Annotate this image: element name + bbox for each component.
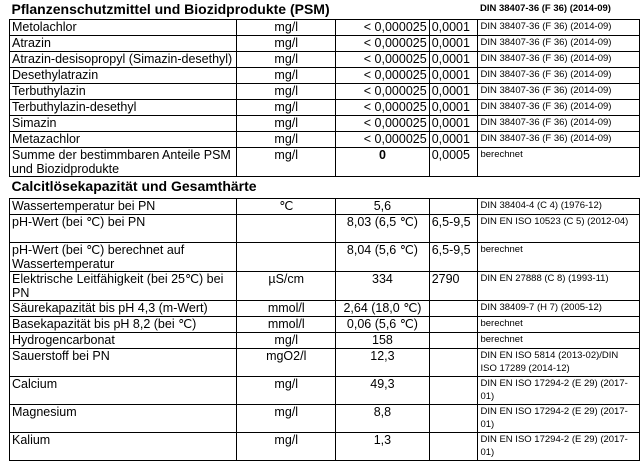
method-cell: DIN EN ISO 17294-2 (E 29) (2017-01) [478,376,640,404]
unit-cell: mg/l [237,432,336,460]
value-cell: 2,64 (18,0 ℃) [336,300,430,316]
method-cell: DIN EN ISO 17294-2 (E 29) (2017-01) [478,432,640,460]
unit-cell: mg/l [237,51,336,67]
limit-cell [429,376,478,404]
parameter-cell: Metolachlor [10,19,237,35]
parameter-cell: Magnesium [10,404,237,432]
value-cell: < 0,000025 [336,83,430,99]
limit-cell: 2790 [429,271,478,300]
section-standard [478,176,640,198]
parameter-cell: pH-Wert (bei ℃) bei PN [10,214,237,242]
unit-cell [237,242,336,271]
section-standard: DIN 38407-36 (F 36) (2014-09) [479,3,611,14]
unit-cell: mg/l [237,35,336,51]
limit-cell: 0,0005 [429,147,478,176]
limit-cell: 0,0001 [429,115,478,131]
table-row [10,300,640,316]
table-row [10,131,640,147]
value-cell: 49,3 [336,376,430,404]
method-cell: DIN 38407-36 (F 36) (2014-09) [478,67,640,83]
parameter-cell: pH-Wert (bei ℃) berechnet auf Wassertemperatur [10,242,237,271]
value-cell: < 0,000025 [336,131,430,147]
unit-cell: mg/l [237,404,336,432]
parameter-cell: Wassertemperatur bei PN [10,198,237,214]
table-row [10,35,640,51]
section-title: Calcitlösekapazität und Gesamthärte [11,177,257,194]
parameter-cell: Summe der bestimmbaren Anteile PSM und Biozidprodukte [10,147,237,176]
results-table [9,0,640,461]
limit-cell: 6,5-9,5 [429,214,478,242]
limit-cell [429,432,478,460]
value-cell: < 0,000025 [336,35,430,51]
parameter-cell: Terbuthylazin-desethyl [10,99,237,115]
table-row [10,67,640,83]
parameter-cell: Metazachlor [10,131,237,147]
value-cell: 5,6 [336,198,430,214]
value-cell: < 0,000025 [336,51,430,67]
value-cell: < 0,000025 [336,115,430,131]
value-cell: 334 [336,271,430,300]
method-cell: DIN EN ISO 10523 (C 5) (2012-04) [478,214,640,242]
parameter-cell: Kalium [10,432,237,460]
method-cell: DIN 38407-36 (F 36) (2014-09) [478,51,640,67]
parameter-cell: Basekapazität bis pH 8,2 (bei ℃) [10,316,237,332]
limit-cell: 0,0001 [429,51,478,67]
limit-cell [429,198,478,214]
table-row [10,271,640,300]
value-cell: 1,3 [336,432,430,460]
unit-cell: mg/l [237,332,336,348]
method-cell: DIN 38407-36 (F 36) (2014-09) [478,19,640,35]
parameter-cell: Atrazin-desisopropyl (Simazin-desethyl) [10,51,237,67]
value-cell: 158 [336,332,430,348]
table-row [10,432,640,460]
method-cell: berechnet [478,332,640,348]
table-row [10,348,640,376]
unit-cell: mg/l [237,376,336,404]
value-cell: 8,03 (6,5 ℃) [336,214,430,242]
unit-cell: mg/l [237,67,336,83]
unit-cell: mg/l [237,99,336,115]
unit-cell: mg/l [237,147,336,176]
method-cell: berechnet [478,242,640,271]
table-row [10,376,640,404]
unit-cell: mmol/l [237,300,336,316]
unit-cell: mg/l [237,19,336,35]
table-row [10,198,640,214]
limit-cell [429,300,478,316]
parameter-cell: Hydrogencarbonat [10,332,237,348]
table-row [10,242,640,271]
limit-cell: 0,0001 [429,67,478,83]
method-cell: DIN 38407-36 (F 36) (2014-09) [478,35,640,51]
table-row [10,214,640,242]
value-cell: 8,8 [336,404,430,432]
limit-cell: 6,5-9,5 [429,242,478,271]
limit-cell: 0,0001 [429,35,478,51]
parameter-cell: Atrazin [10,35,237,51]
unit-cell: mg/l [237,83,336,99]
method-cell: berechnet [478,147,640,176]
value-cell: < 0,000025 [336,67,430,83]
section-title: Pflanzenschutzmittel und Biozidprodukte (PSM) [11,1,330,17]
parameter-cell: Elektrische Leitfähigkeit (bei 25℃) bei PN [10,271,237,300]
value-cell: 12,3 [336,348,430,376]
table-row [10,83,640,99]
table-row [10,99,640,115]
table-row [10,316,640,332]
parameter-cell: Säurekapazität bis pH 4,3 (m-Wert) [10,300,237,316]
method-cell: DIN 38404-4 (C 4) (1976-12) [478,198,640,214]
unit-cell: mmol/l [237,316,336,332]
value-cell: < 0,000025 [336,99,430,115]
method-cell: berechnet [478,316,640,332]
unit-cell: mg/l [237,115,336,131]
table-row [10,404,640,432]
method-cell: DIN 38409-7 (H 7) (2005-12) [478,300,640,316]
unit-cell: ℃ [237,198,336,214]
method-cell: DIN 38407-36 (F 36) (2014-09) [478,99,640,115]
limit-cell: 0,0001 [429,131,478,147]
section-header [10,0,640,19]
method-cell: DIN EN ISO 5814 (2013-02)/DIN ISO 17289 (2014-12) [478,348,640,376]
limit-cell: 0,0001 [429,19,478,35]
unit-cell: mg/l [237,131,336,147]
value-cell: < 0,000025 [336,19,430,35]
method-cell: DIN 38407-36 (F 36) (2014-09) [478,131,640,147]
method-cell: DIN EN 27888 (C 8) (1993-11) [478,271,640,300]
limit-cell [429,404,478,432]
limit-cell: 0,0001 [429,83,478,99]
limit-cell [429,348,478,376]
table-row [10,115,640,131]
value-cell: 8,04 (5,6 ℃) [336,242,430,271]
limit-cell: 0,0001 [429,99,478,115]
parameter-cell: Desethylatrazin [10,67,237,83]
value-cell: 0,06 (5,6 ℃) [336,316,430,332]
table-row [10,19,640,35]
method-cell: DIN 38407-36 (F 36) (2014-09) [478,83,640,99]
table-row [10,51,640,67]
limit-cell [429,316,478,332]
parameter-cell: Simazin [10,115,237,131]
value-cell: 0 [336,147,430,176]
table-row [10,332,640,348]
unit-cell: µS/cm [237,271,336,300]
method-cell: DIN EN ISO 17294-2 (E 29) (2017-01) [478,404,640,432]
unit-cell: mgO2/l [237,348,336,376]
parameter-cell: Calcium [10,376,237,404]
table-row [10,147,640,176]
parameter-cell: Sauerstoff bei PN [10,348,237,376]
method-cell: DIN 38407-36 (F 36) (2014-09) [478,115,640,131]
unit-cell [237,214,336,242]
parameter-cell: Terbuthylazin [10,83,237,99]
limit-cell [429,332,478,348]
section-header [10,176,640,198]
